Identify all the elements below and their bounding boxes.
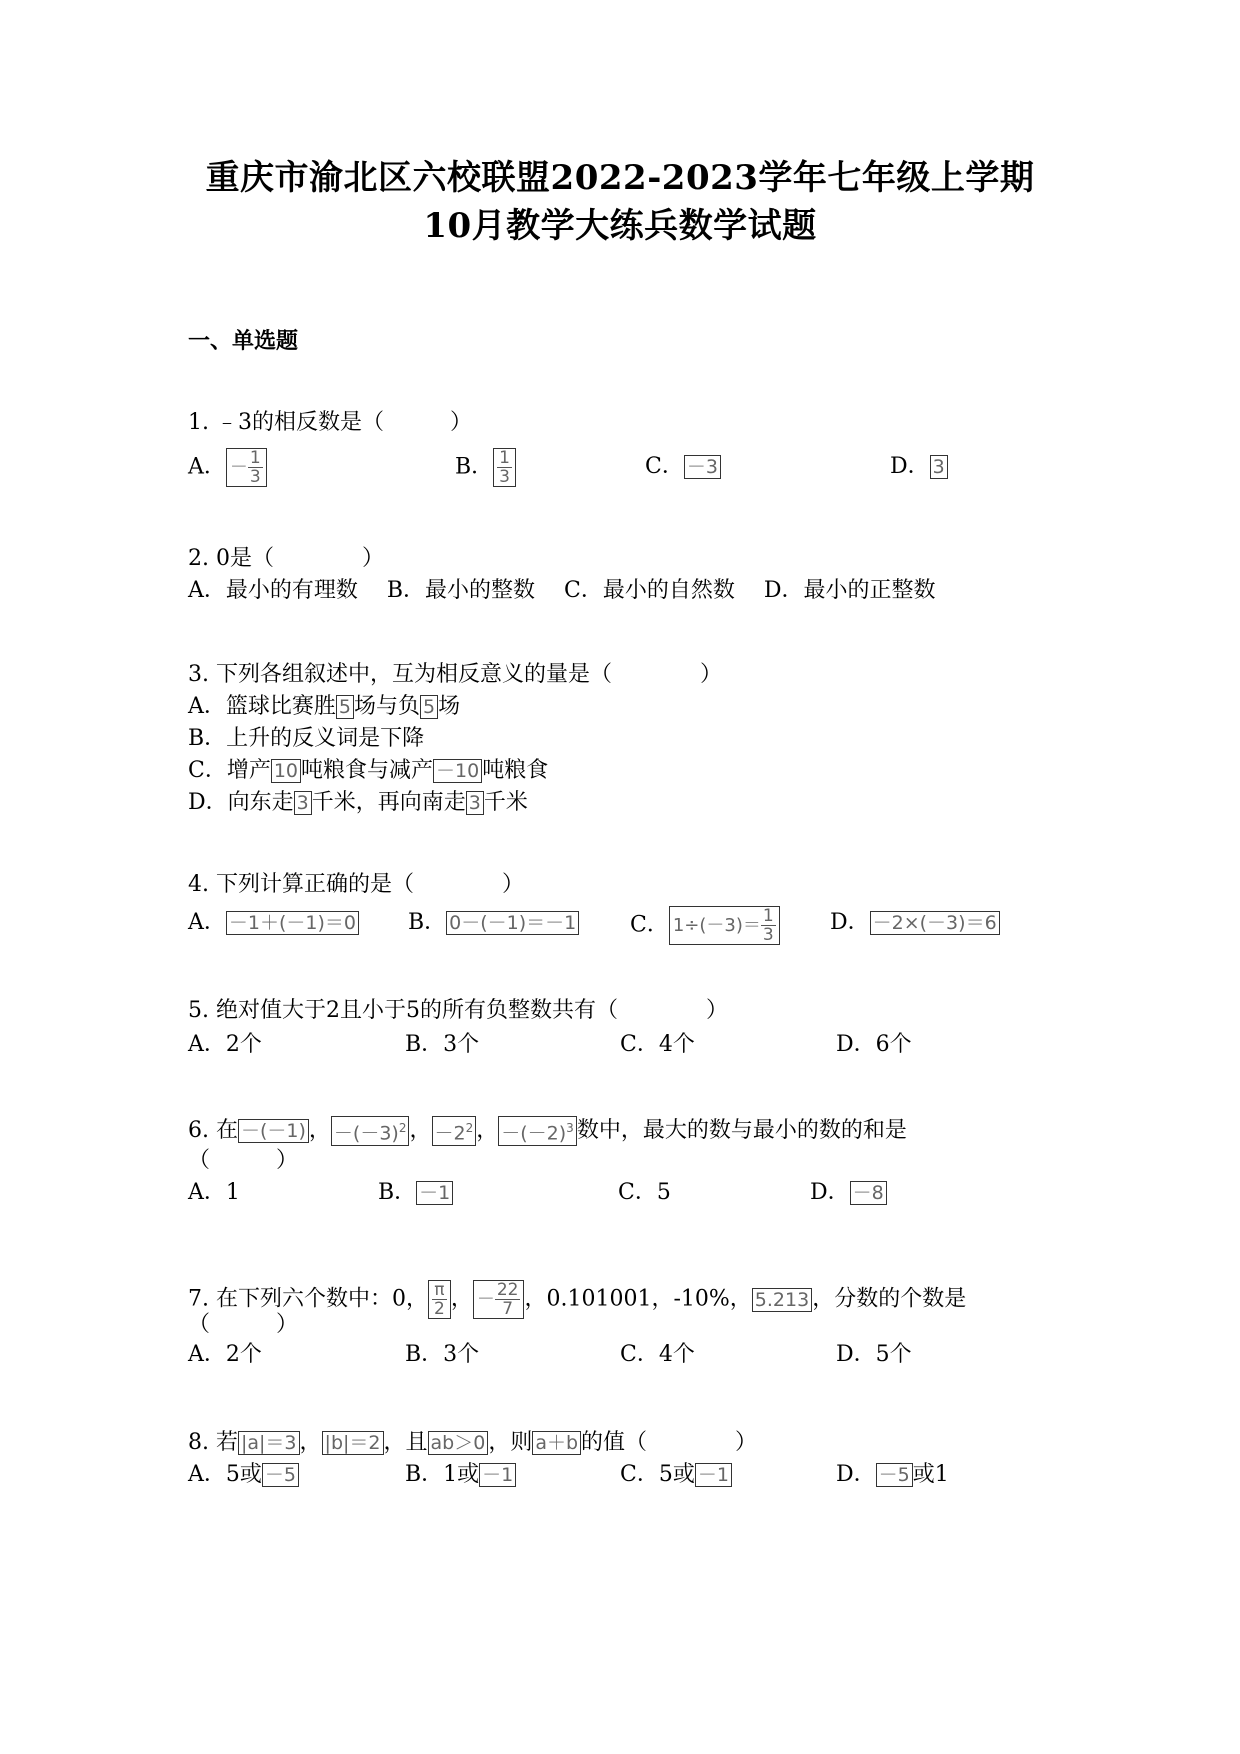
q6-option-c: C．5 xyxy=(618,1180,671,1205)
q7-option-d: D．5个 xyxy=(836,1342,912,1367)
q7-option-a: A．2个 xyxy=(188,1342,262,1367)
q1-option-c: C． －3 xyxy=(645,452,721,482)
q8-option-d: D． －5 或1 xyxy=(836,1462,949,1487)
q1-d-formula: 3 xyxy=(930,455,948,479)
doc-title-line1: 重庆市渝北区六校联盟2022-2023学年七年级上学期 xyxy=(205,158,1035,198)
q7-fraction-22-7: － $\frac{22}{7}$ xyxy=(473,1280,525,1319)
q3-stem: 3. 下列各组叙述中，互为相反意义的量是（ ） xyxy=(188,662,722,687)
q4-option-d: D． －2×(－3)＝6 xyxy=(830,908,1000,938)
q8-option-a: A．5或 －5 xyxy=(188,1460,299,1490)
q5-option-b: B．3个 xyxy=(405,1032,480,1057)
q5-option-a: A．2个 xyxy=(188,1032,262,1057)
q3-option-d: D．向东走 3 千米，再向南走 3 千米 xyxy=(188,790,528,815)
q6-option-a: A．1 xyxy=(188,1180,240,1205)
q1-c-formula: －3 xyxy=(684,455,721,479)
q4-option-a: A． －1＋(－1)＝0 xyxy=(188,908,359,938)
q3-option-a: A．篮球比赛胜 5 场与负 5 场 xyxy=(188,694,461,719)
q1-stem: 1. ﹣3的相反数是（ ） xyxy=(188,410,472,435)
q3-option-b: B．上升的反义词是下降 xyxy=(188,726,425,751)
q1-option-a: A． － $\frac{1}{3}$ xyxy=(188,448,267,487)
q1-b-formula: $\frac{1}{3}$ xyxy=(493,448,516,487)
q8-option-b: B．1或 －1 xyxy=(405,1460,516,1490)
q2-options: A．最小的有理数 B．最小的整数 C．最小的自然数 D．最小的正整数 xyxy=(188,578,936,603)
q7-stem: 7. 在下列六个数中：0， $\frac{\pi}{2}$ ， － $\frac{22}{7}$ ，0.101001，-10%， 5.213 ，分数的个数是 xyxy=(188,1280,967,1319)
q4-option-b: B． 0－(－1)＝－1 xyxy=(408,908,579,938)
q8-option-c: C．5或 －1 xyxy=(620,1460,732,1490)
section-heading: 一、单选题 xyxy=(188,328,299,354)
q5-option-d: D．6个 xyxy=(836,1032,912,1057)
q2-stem: 2. 0是（ ） xyxy=(188,546,384,571)
q1-option-d: D． 3 xyxy=(890,452,948,482)
q4-stem: 4. 下列计算正确的是（ ） xyxy=(188,872,524,897)
q1-option-b: B． $\frac{1}{3}$ xyxy=(455,448,516,487)
q8-stem: 8. 若 |a|＝3 ， |b|＝2 ，且 ab＞0 ，则 a＋b 的值（ ） xyxy=(188,1430,758,1455)
q5-stem: 5. 绝对值大于2且小于5的所有负整数共有（ ） xyxy=(188,998,728,1023)
q4-c-formula: 1÷(－3)＝ $\frac{1}{3}$ xyxy=(669,906,780,945)
q5-option-c: C．4个 xyxy=(620,1032,695,1057)
q6-stem: 6. 在 －(－1) ， $-(-3)^2$ ， $-2^2$ ， $-(-2)^3$ 数中，最大的数与最小的数的和是 xyxy=(188,1118,907,1145)
q7-paren: （ ） xyxy=(188,1312,299,1337)
q7-option-b: B．3个 xyxy=(405,1342,480,1367)
q6-option-b: B． －1 xyxy=(378,1178,453,1208)
q4-option-c: C． 1÷(－3)＝ $\frac{1}{3}$ xyxy=(630,906,780,945)
doc-title-line2: 10月教学大练兵数学试题 xyxy=(423,206,817,246)
q1-a-formula: － $\frac{1}{3}$ xyxy=(226,448,267,487)
q7-fraction-pi: $\frac{\pi}{2}$ xyxy=(428,1280,451,1319)
q6-paren: （ ） xyxy=(188,1148,299,1173)
q3-option-c: C．增产 10 吨粮食与减产 －10 吨粮食 xyxy=(188,758,549,783)
q6-option-d: D． －8 xyxy=(810,1178,887,1208)
q7-option-c: C．4个 xyxy=(620,1342,695,1367)
